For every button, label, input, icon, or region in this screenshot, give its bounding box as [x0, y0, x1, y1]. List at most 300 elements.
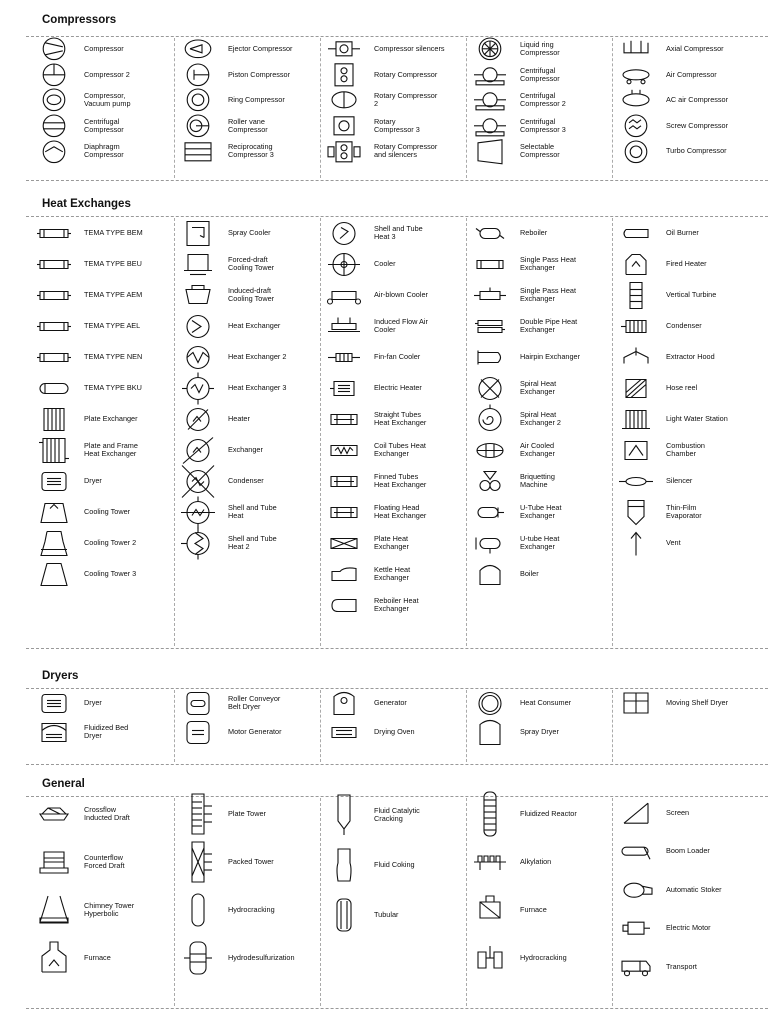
heat-exchanger-2-icon: [180, 343, 216, 372]
column-divider: [612, 38, 613, 178]
symbol-label: TEMA TYPE BEU: [84, 259, 142, 268]
heat-consumer-icon: [472, 690, 508, 717]
symbol-label: Reciprocating Compressor 3: [228, 142, 274, 160]
symbol-label: Double Pipe Heat Exchanger: [520, 317, 578, 334]
symbol-item: [180, 840, 320, 884]
symbol-label: Compressor silencers: [374, 43, 445, 53]
symbol-label: Crossflow Inducted Draft: [84, 805, 130, 822]
symbol-item: [36, 840, 176, 884]
symbol-label: Hydrocracking: [228, 905, 275, 914]
symbol-label: Compressor 2: [84, 69, 130, 79]
symbol-item: [180, 467, 320, 496]
symbol-item: [180, 888, 320, 932]
symbol-item: [618, 88, 758, 112]
symbol-label: Boiler: [520, 569, 539, 578]
symbol-item: [36, 312, 176, 341]
symbol-item: [180, 529, 320, 558]
symbol-item: [618, 498, 758, 527]
symbol-label: Centrifugal Compressor: [520, 65, 560, 83]
symbol-label: Drying Oven: [374, 727, 415, 736]
symbol-item: [472, 436, 612, 465]
turbo-compressor-icon: [618, 140, 654, 164]
section-title-compressors: Compressors: [42, 14, 117, 26]
symbol-item: [180, 498, 320, 527]
tema-icon: [36, 281, 72, 310]
symbol-item: [326, 250, 466, 279]
alkylation-icon: [472, 840, 508, 884]
symbol-item: [618, 467, 758, 496]
symbol-label: Plate Exchanger: [84, 414, 138, 423]
symbol-item: [180, 114, 320, 138]
column-divider: [466, 798, 467, 1006]
symbol-item: [36, 88, 176, 112]
combustion-chamber-icon: [618, 436, 654, 465]
symbol-label: Chimney Tower Hyperbolic: [84, 901, 135, 918]
section-bottom-rule: [26, 1008, 768, 1009]
symbol-item: [472, 250, 612, 279]
heat-exchanger-icon: [180, 312, 216, 341]
hydrodesulfurization-icon: [180, 936, 216, 980]
symbol-item: [618, 529, 758, 558]
symbol-label: Fluidized Bed Dryer: [84, 723, 129, 740]
symbol-item: [472, 690, 612, 717]
plate-heat-icon: [326, 529, 362, 558]
thin-film-icon: [618, 498, 654, 527]
rotary-compressor-3-icon: [326, 114, 362, 138]
symbol-item: [326, 312, 466, 341]
symbol-label: Heater: [228, 414, 250, 423]
symbol-label: Cooling Tower: [84, 507, 131, 516]
kettle-icon: [326, 560, 362, 589]
symbol-item: [472, 88, 612, 112]
symbol-label: Induced Flow Air Cooler: [374, 317, 428, 334]
shell-tube-2-icon: [180, 529, 216, 558]
symbol-item: [180, 219, 320, 248]
symbol-item: [618, 250, 758, 279]
symbol-item: [180, 250, 320, 279]
symbol-label: Fluid Coking: [374, 860, 415, 869]
electric-heater-icon: [326, 374, 362, 403]
symbol-item: [472, 888, 612, 932]
symbol-label: Forced-draft Cooling Tower: [228, 255, 275, 272]
symbol-label: Heat Exchanger 3: [228, 383, 287, 392]
extractor-hood-icon: [618, 343, 654, 372]
coil-tubes-icon: [326, 436, 362, 465]
symbol-item: [326, 591, 466, 620]
symbol-label: Boom Loader: [666, 846, 710, 856]
symbol-item: [618, 795, 758, 831]
fluidized-reactor-icon: [472, 792, 508, 836]
symbol-item: [180, 936, 320, 980]
symbol-item: [36, 792, 176, 836]
shell-tube-icon: [180, 498, 216, 527]
vertical-turbine-icon: [618, 281, 654, 310]
dryer-icon: [36, 690, 72, 717]
axial-compressor-icon: [618, 37, 654, 61]
silencer-icon: [618, 467, 654, 496]
screw-compressor-icon: [618, 114, 654, 138]
symbol-label: Reboiler: [520, 228, 548, 237]
symbol-label: Combustion Chamber: [666, 441, 705, 458]
symbol-item: [36, 936, 176, 980]
cooling-tower-2-icon: [36, 529, 72, 558]
section-bottom-rule: [26, 764, 768, 765]
centrifugal-compressor-icon: [36, 114, 72, 138]
column-divider: [466, 690, 467, 762]
vacuum-pump-icon: [36, 88, 72, 112]
selectable-compressor-icon: [472, 140, 508, 164]
generator-icon: [326, 690, 362, 717]
reboiler-heat-icon: [326, 591, 362, 620]
symbol-label: TEMA TYPE AEM: [84, 290, 143, 299]
oil-burner-icon: [618, 219, 654, 248]
symbol-item: [180, 374, 320, 403]
symbol-label: Roller Conveyor Belt Dryer: [228, 694, 281, 711]
symbol-item: [472, 37, 612, 61]
symbol-label: Oil Burner: [666, 228, 699, 237]
symbol-item: [36, 219, 176, 248]
compressor-2-icon: [36, 63, 72, 87]
symbol-label: TEMA TYPE NEN: [84, 352, 143, 361]
symbol-label: Automatic Stoker: [666, 884, 722, 894]
symbol-item: [618, 312, 758, 341]
compressor-silencers-icon: [326, 37, 362, 61]
column-divider: [320, 690, 321, 762]
chimney-tower-icon: [36, 888, 72, 932]
symbol-label: Screw Compressor: [666, 120, 729, 130]
symbol-label: Reboiler Heat Exchanger: [374, 596, 419, 613]
spiral-2-icon: [472, 405, 508, 434]
air-cooled-icon: [472, 436, 508, 465]
furnace-icon: [36, 936, 72, 980]
symbol-item: [472, 529, 612, 558]
symbol-item: [180, 792, 320, 836]
u-tube-icon: [472, 498, 508, 527]
symbol-item: [618, 140, 758, 164]
symbol-item: [326, 560, 466, 589]
automatic-stoker-icon: [618, 872, 654, 908]
symbol-item: [180, 312, 320, 341]
symbol-label: Fired Heater: [666, 259, 707, 268]
symbol-item: [472, 467, 612, 496]
u-tube-2-icon: [472, 529, 508, 558]
symbol-label: Tubular: [374, 910, 399, 919]
symbol-item: [618, 219, 758, 248]
symbol-label: Dryer: [84, 476, 102, 485]
symbol-label: Heat Exchanger: [228, 321, 281, 330]
symbol-label: Compressor: [84, 43, 124, 53]
fluid-coking-icon: [326, 843, 362, 887]
symbol-item: [472, 840, 612, 884]
symbol-item: [36, 405, 176, 434]
symbol-item: [472, 374, 612, 403]
symbol-item: [618, 833, 758, 869]
air-blown-cooler-icon: [326, 281, 362, 310]
single-pass-2-icon: [472, 281, 508, 310]
symbol-item: [326, 719, 466, 746]
symbol-item: [36, 529, 176, 558]
double-pipe-icon: [472, 312, 508, 341]
symbol-label: Plate Heat Exchanger: [374, 534, 409, 551]
condenser-icon: [180, 467, 216, 496]
symbol-label: Furnace: [520, 905, 547, 914]
symbol-item: [180, 63, 320, 87]
hairpin-icon: [472, 343, 508, 372]
symbol-label: Rotary Compressor 3: [374, 116, 420, 134]
rotary-compressor-2-icon: [326, 88, 362, 112]
tema-icon: [36, 343, 72, 372]
reboiler-icon: [472, 219, 508, 248]
section-bottom-rule: [26, 648, 768, 649]
finned-tubes-icon: [326, 467, 362, 496]
symbol-label: Ring Compressor: [228, 95, 285, 105]
plate-exchanger-icon: [36, 405, 72, 434]
drying-oven-icon: [326, 719, 362, 746]
counterflow-icon: [36, 840, 72, 884]
spray-cooler-icon: [180, 219, 216, 248]
column-divider: [612, 218, 613, 646]
column-divider: [466, 38, 467, 178]
column-divider: [320, 798, 321, 1006]
liquid-ring-icon: [472, 37, 508, 61]
symbol-item: [36, 343, 176, 372]
symbol-label: Rotary Compressor and silencers: [374, 142, 438, 160]
symbol-item: [36, 281, 176, 310]
symbol-item: [472, 343, 612, 372]
symbol-label: Fin-fan Cooler: [374, 352, 421, 361]
symbol-label: Silencer: [666, 476, 693, 485]
transport-icon: [618, 948, 654, 984]
symbol-label: Floating Head Heat Exchanger: [374, 503, 427, 520]
fcc-icon: [326, 793, 362, 837]
electric-motor-icon: [618, 910, 654, 946]
symbol-item: [180, 436, 320, 465]
symbol-label: AC air Compressor: [666, 95, 729, 105]
fluidized-bed-icon: [36, 719, 72, 746]
air-compressor-icon: [618, 63, 654, 87]
symbol-item: [36, 37, 176, 61]
symbol-item: [472, 560, 612, 589]
symbol-item: [180, 88, 320, 112]
ejector-compressor-icon: [180, 37, 216, 61]
symbol-item: [36, 498, 176, 527]
compressor-icon: [36, 37, 72, 61]
hydrocracking-icon: [180, 888, 216, 932]
symbol-item: [36, 888, 176, 932]
symbol-label: Air Cooled Exchanger: [520, 441, 555, 458]
symbol-label: Condenser: [666, 321, 702, 330]
symbol-item: [326, 63, 466, 87]
fired-heater-icon: [618, 250, 654, 279]
forced-draft-icon: [180, 250, 216, 279]
plate-frame-icon: [36, 436, 72, 465]
spray-dryer-icon: [472, 719, 508, 746]
symbol-label: Shell and Tube Heat 3: [374, 224, 423, 241]
symbol-item: [36, 467, 176, 496]
symbol-label: Piston Compressor: [228, 69, 291, 79]
symbol-label: Vertical Turbine: [666, 290, 717, 299]
crossflow-icon: [36, 792, 72, 836]
symbol-label: Cooler: [374, 259, 396, 268]
symbol-label: TEMA TYPE AEL: [84, 321, 141, 330]
symbol-label: Dryer: [84, 698, 102, 707]
symbol-item: [326, 219, 466, 248]
symbol-item: [326, 281, 466, 310]
symbol-label: Induced-draft Cooling Tower: [228, 286, 275, 303]
symbol-label: Condenser: [228, 476, 264, 485]
symbol-item: [326, 690, 466, 717]
section-title-heat-exchanges: Heat Exchanges: [42, 198, 131, 210]
briquetting-icon: [472, 467, 508, 496]
symbol-label: Plate Tower: [228, 809, 266, 818]
boiler-icon: [472, 560, 508, 589]
symbol-item: [36, 114, 176, 138]
roller-vane-compressor-icon: [180, 114, 216, 138]
symbol-label: Cooling Tower 3: [84, 569, 137, 578]
symbol-item: [326, 893, 466, 937]
exchanger-icon: [180, 436, 216, 465]
symbol-item: [618, 63, 758, 87]
symbol-label: Diaphragm Compressor: [84, 142, 124, 160]
symbol-item: [36, 719, 176, 746]
symbol-item: [618, 405, 758, 434]
symbol-label: Heat Consumer: [520, 698, 572, 707]
symbol-label: Plate and Frame Heat Exchanger: [84, 441, 138, 458]
symbol-label: Thin-Film Evaporator: [666, 503, 702, 520]
cooling-tower-3-icon: [36, 560, 72, 589]
symbol-label: Single Pass Heat Exchanger: [520, 255, 576, 272]
reciprocating-compressor-icon: [180, 140, 216, 164]
symbol-label: Fluid Catalytic Cracking: [374, 806, 420, 823]
symbol-label: Light Water Station: [666, 414, 728, 423]
symbol-item: [180, 37, 320, 61]
piston-compressor-icon: [180, 63, 216, 87]
boom-loader-icon: [618, 833, 654, 869]
symbol-item: [36, 140, 176, 164]
symbol-label: Spiral Heat Exchanger: [520, 379, 557, 396]
symbol-item: [36, 63, 176, 87]
symbol-item: [326, 343, 466, 372]
symbol-item: [36, 374, 176, 403]
symbol-item: [472, 140, 612, 164]
symbol-label: TEMA TYPE BEM: [84, 228, 143, 237]
induced-flow-icon: [326, 312, 362, 341]
tema-icon: [36, 219, 72, 248]
straight-tubes-icon: [326, 405, 362, 434]
symbol-label: Furnace: [84, 953, 111, 962]
symbol-item: [472, 936, 612, 980]
symbol-label: Hose reel: [666, 383, 698, 392]
symbol-label: Cooling Tower 2: [84, 538, 137, 547]
heater-icon: [180, 405, 216, 434]
hydrocracking-2-icon: [472, 936, 508, 980]
symbol-item: [326, 405, 466, 434]
shell-tube-3-icon: [326, 219, 362, 248]
symbol-label: Coil Tubes Heat Exchanger: [374, 441, 426, 458]
spiral-icon: [472, 374, 508, 403]
symbol-label: Kettle Heat Exchanger: [374, 565, 411, 582]
symbol-item: [326, 374, 466, 403]
symbol-label: Shell and Tube Heat: [228, 503, 277, 520]
symbol-label: Liquid ring Compressor: [520, 39, 560, 57]
dryer-icon: [36, 467, 72, 496]
furnace-2-icon: [472, 888, 508, 932]
symbol-label: Hydrodesulfurization: [228, 953, 295, 962]
tema-icon: [36, 312, 72, 341]
symbol-item: [36, 436, 176, 465]
symbol-item: [326, 529, 466, 558]
symbol-label: Roller vane Compressor: [228, 116, 268, 134]
symbol-item: [180, 719, 320, 746]
symbol-label: Vent: [666, 538, 681, 547]
symbol-label: Counterflow Forced Draft: [84, 853, 125, 870]
centrifugal-3-icon: [472, 88, 508, 112]
symbol-label: Rotary Compressor 2: [374, 91, 438, 109]
section-bottom-rule: [26, 180, 768, 181]
single-pass-icon: [472, 250, 508, 279]
symbol-label: Turbo Compressor: [666, 146, 727, 156]
symbol-label: Heat Exchanger 2: [228, 352, 287, 361]
rotary-silencers-icon: [326, 140, 362, 164]
symbol-item: [472, 498, 612, 527]
symbol-item: [472, 219, 612, 248]
ring-compressor-icon: [180, 88, 216, 112]
light-water-icon: [618, 405, 654, 434]
moving-shelf-icon: [618, 686, 654, 720]
symbol-item: [618, 114, 758, 138]
symbol-label: Straight Tubes Heat Exchanger: [374, 410, 427, 427]
symbol-label: Electric Heater: [374, 383, 422, 392]
symbol-item: [180, 405, 320, 434]
symbol-item: [472, 63, 612, 87]
symbol-label: U-tube Heat Exchanger: [520, 534, 560, 551]
symbol-label: U-Tube Heat Exchanger: [520, 503, 562, 520]
tema-icon: [36, 250, 72, 279]
hose-reel-icon: [618, 374, 654, 403]
symbol-item: [472, 281, 612, 310]
heat-exchanger-3-icon: [180, 374, 216, 403]
symbol-label: Finned Tubes Heat Exchanger: [374, 472, 427, 489]
symbol-label: Rotary Compressor: [374, 69, 438, 79]
symbol-item: [618, 910, 758, 946]
tema-bku-icon: [36, 374, 72, 403]
packed-tower-icon: [180, 840, 216, 884]
symbol-item: [36, 560, 176, 589]
symbol-label: Centrifugal Compressor 2: [520, 91, 566, 109]
column-divider: [612, 690, 613, 762]
roller-conveyor-icon: [180, 690, 216, 717]
cooler-icon: [326, 250, 362, 279]
symbol-item: [618, 343, 758, 372]
column-divider: [466, 218, 467, 646]
symbol-item: [326, 843, 466, 887]
symbol-label: Compressor, Vacuum pump: [84, 91, 131, 109]
symbol-label: Briquetting Machine: [520, 472, 555, 489]
centrifugal-2-icon: [472, 63, 508, 87]
symbol-item: [36, 690, 176, 717]
symbol-label: Motor Generator: [228, 727, 282, 736]
symbol-label: Extractor Hood: [666, 352, 715, 361]
symbol-label: Selectable Compressor: [520, 142, 560, 160]
symbol-item: [36, 250, 176, 279]
symbol-item: [472, 405, 612, 434]
symbol-label: Axial Compressor: [666, 43, 724, 53]
screen-icon: [618, 795, 654, 831]
rotary-compressor-icon: [326, 63, 362, 87]
symbol-label: Spray Cooler: [228, 228, 271, 237]
symbol-item: [326, 140, 466, 164]
symbol-label: TEMA TYPE BKU: [84, 383, 142, 392]
